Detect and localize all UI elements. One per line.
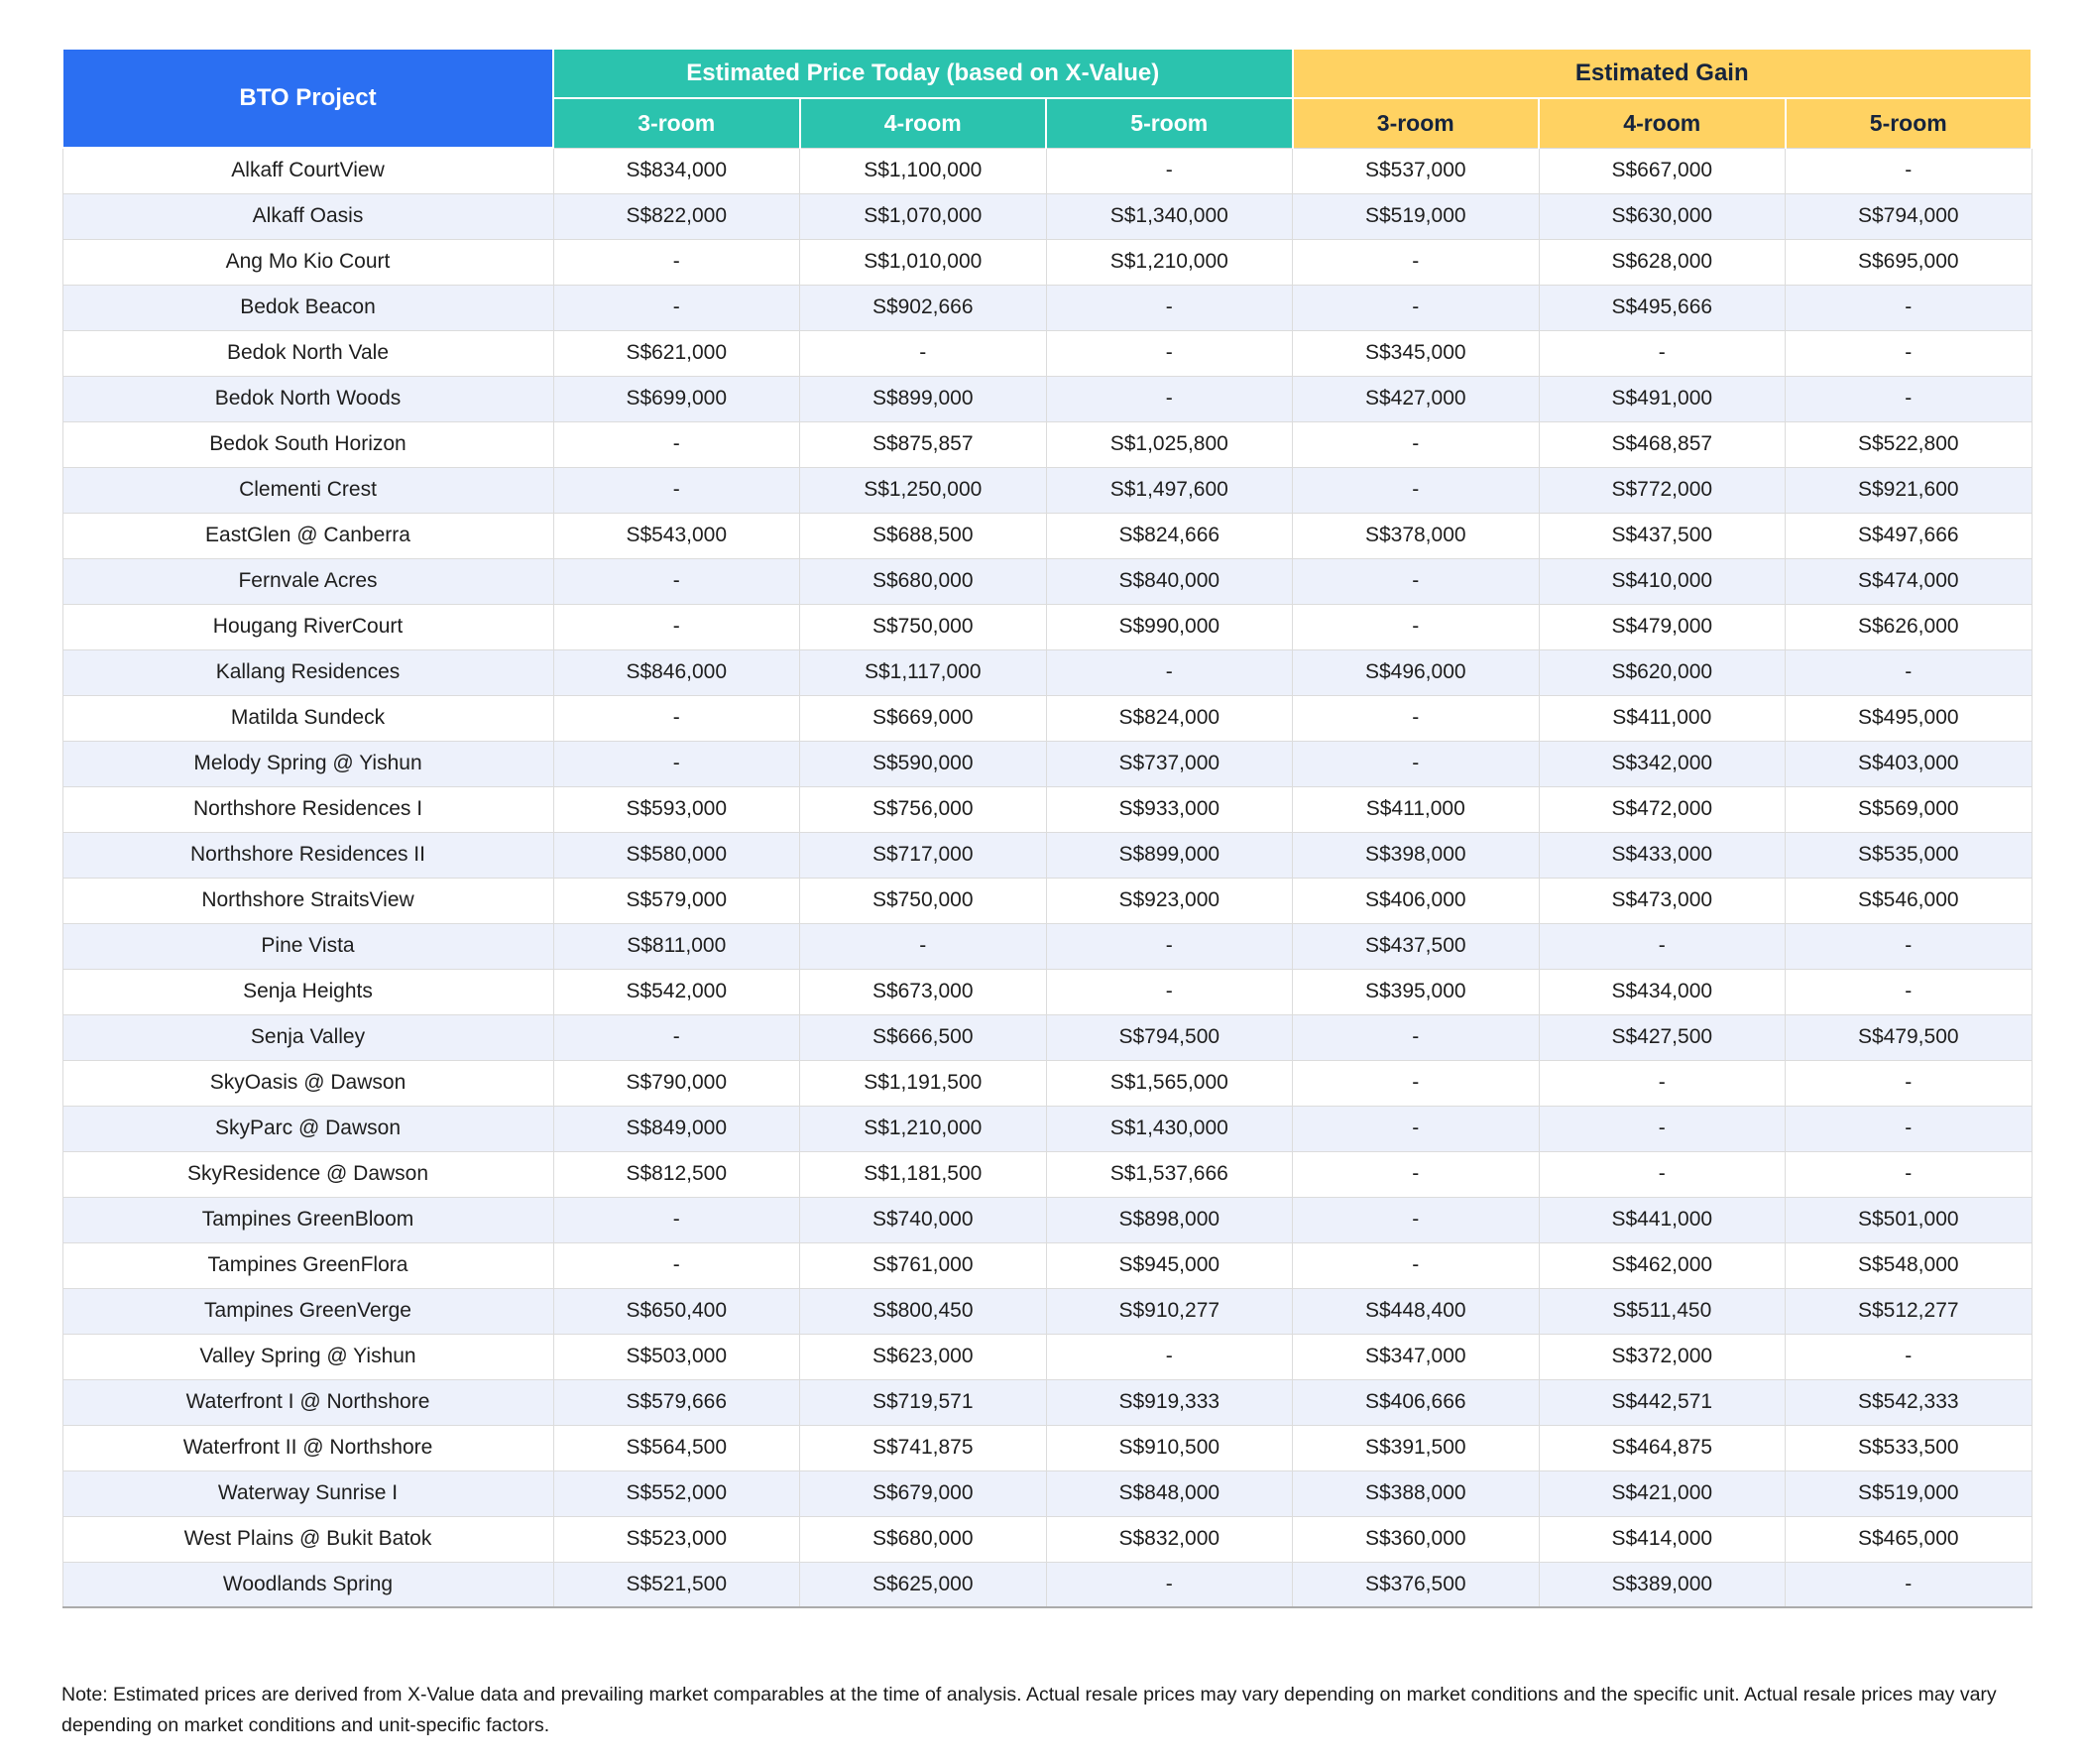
table-row: [62, 923, 2032, 969]
gain-cell: -: [1786, 285, 2033, 330]
gain-cell: S$468,857: [1539, 421, 1786, 467]
gain-cell: -: [1786, 1334, 2033, 1379]
price-cell: S$849,000: [553, 1106, 800, 1151]
gain-cell: S$496,000: [1293, 649, 1540, 695]
col-header-price-3room: 3-room: [553, 98, 800, 148]
table-row: [62, 1014, 2032, 1060]
project-cell: Bedok South Horizon: [62, 421, 553, 467]
gain-cell: -: [1786, 649, 2033, 695]
table-row: [62, 649, 2032, 695]
project-cell: Tampines GreenBloom: [62, 1197, 553, 1242]
gain-cell: S$473,000: [1539, 878, 1786, 923]
table-row: [62, 1562, 2032, 1607]
gain-cell: S$442,571: [1539, 1379, 1786, 1425]
project-cell: Bedok North Woods: [62, 376, 553, 421]
gain-cell: -: [1786, 148, 2033, 193]
table-row: [62, 193, 2032, 239]
price-cell: S$1,025,800: [1046, 421, 1293, 467]
table-row: [62, 148, 2032, 193]
price-cell: -: [553, 1014, 800, 1060]
price-cell: -: [553, 1197, 800, 1242]
table-row: [62, 832, 2032, 878]
price-cell: S$699,000: [553, 376, 800, 421]
gain-cell: S$519,000: [1293, 193, 1540, 239]
price-cell: S$593,000: [553, 786, 800, 832]
gain-cell: -: [1293, 1014, 1540, 1060]
project-cell: Northshore Residences II: [62, 832, 553, 878]
gain-cell: S$569,000: [1786, 786, 2033, 832]
gain-cell: -: [1786, 1060, 2033, 1106]
project-cell: Waterfront II @ Northshore: [62, 1425, 553, 1470]
price-cell: S$899,000: [1046, 832, 1293, 878]
price-cell: S$740,000: [800, 1197, 1047, 1242]
gain-cell: S$403,000: [1786, 741, 2033, 786]
gain-cell: S$535,000: [1786, 832, 2033, 878]
table-row: [62, 604, 2032, 649]
gain-cell: S$347,000: [1293, 1334, 1540, 1379]
col-header-bto-project: BTO Project: [62, 49, 553, 148]
price-cell: -: [1046, 330, 1293, 376]
price-cell: S$1,497,600: [1046, 467, 1293, 513]
price-cell: S$688,500: [800, 513, 1047, 558]
price-cell: S$750,000: [800, 878, 1047, 923]
price-cell: S$1,565,000: [1046, 1060, 1293, 1106]
col-header-gain-4room: 4-room: [1539, 98, 1786, 148]
gain-cell: S$360,000: [1293, 1516, 1540, 1562]
gain-cell: S$772,000: [1539, 467, 1786, 513]
group-header-row: [62, 49, 2032, 98]
gain-cell: -: [1293, 558, 1540, 604]
price-cell: S$1,191,500: [800, 1060, 1047, 1106]
gain-cell: -: [1293, 741, 1540, 786]
gain-cell: S$437,500: [1293, 923, 1540, 969]
price-cell: S$1,340,000: [1046, 193, 1293, 239]
project-cell: Fernvale Acres: [62, 558, 553, 604]
price-cell: -: [1046, 376, 1293, 421]
price-cell: S$552,000: [553, 1470, 800, 1516]
project-cell: SkyResidence @ Dawson: [62, 1151, 553, 1197]
gain-cell: S$411,000: [1539, 695, 1786, 741]
gain-cell: -: [1539, 330, 1786, 376]
price-cell: S$623,000: [800, 1334, 1047, 1379]
gain-cell: -: [1539, 1060, 1786, 1106]
price-cell: S$832,000: [1046, 1516, 1293, 1562]
table-row: [62, 1379, 2032, 1425]
gain-cell: S$667,000: [1539, 148, 1786, 193]
price-cell: S$990,000: [1046, 604, 1293, 649]
gain-cell: -: [1293, 285, 1540, 330]
gain-cell: S$437,500: [1539, 513, 1786, 558]
gain-cell: S$398,000: [1293, 832, 1540, 878]
project-cell: West Plains @ Bukit Batok: [62, 1516, 553, 1562]
gain-cell: S$414,000: [1539, 1516, 1786, 1562]
gain-cell: S$495,000: [1786, 695, 2033, 741]
gain-cell: S$474,000: [1786, 558, 2033, 604]
gain-cell: -: [1786, 969, 2033, 1014]
project-cell: Kallang Residences: [62, 649, 553, 695]
gain-cell: -: [1539, 1106, 1786, 1151]
project-cell: Northshore Residences I: [62, 786, 553, 832]
project-cell: Tampines GreenFlora: [62, 1242, 553, 1288]
gain-cell: S$372,000: [1539, 1334, 1786, 1379]
project-cell: Pine Vista: [62, 923, 553, 969]
price-cell: -: [800, 923, 1047, 969]
project-cell: Waterway Sunrise I: [62, 1470, 553, 1516]
gain-cell: S$391,500: [1293, 1425, 1540, 1470]
table-row: [62, 878, 2032, 923]
price-cell: S$750,000: [800, 604, 1047, 649]
gain-cell: S$522,800: [1786, 421, 2033, 467]
gain-cell: S$695,000: [1786, 239, 2033, 285]
project-cell: Bedok North Vale: [62, 330, 553, 376]
gain-cell: S$406,666: [1293, 1379, 1540, 1425]
price-cell: S$1,070,000: [800, 193, 1047, 239]
price-cell: S$669,000: [800, 695, 1047, 741]
price-cell: S$523,000: [553, 1516, 800, 1562]
project-cell: Melody Spring @ Yishun: [62, 741, 553, 786]
price-cell: S$1,210,000: [1046, 239, 1293, 285]
gain-cell: S$342,000: [1539, 741, 1786, 786]
gain-cell: -: [1786, 923, 2033, 969]
gain-cell: S$433,000: [1539, 832, 1786, 878]
table-row: [62, 1425, 2032, 1470]
price-cell: S$1,181,500: [800, 1151, 1047, 1197]
price-cell: S$910,277: [1046, 1288, 1293, 1334]
table-row: [62, 558, 2032, 604]
gain-cell: S$630,000: [1539, 193, 1786, 239]
price-cell: S$840,000: [1046, 558, 1293, 604]
gain-cell: S$376,500: [1293, 1562, 1540, 1607]
gain-cell: S$345,000: [1293, 330, 1540, 376]
table-row: [62, 513, 2032, 558]
price-cell: S$580,000: [553, 832, 800, 878]
gain-cell: -: [1293, 1242, 1540, 1288]
gain-cell: S$626,000: [1786, 604, 2033, 649]
table-row: [62, 330, 2032, 376]
gain-cell: S$427,000: [1293, 376, 1540, 421]
col-header-gain-3room: 3-room: [1293, 98, 1540, 148]
project-cell: Bedok Beacon: [62, 285, 553, 330]
price-cell: S$822,000: [553, 193, 800, 239]
gain-cell: -: [1293, 239, 1540, 285]
gain-cell: -: [1539, 1151, 1786, 1197]
gain-cell: S$441,000: [1539, 1197, 1786, 1242]
table-row: [62, 1242, 2032, 1288]
gain-cell: S$421,000: [1539, 1470, 1786, 1516]
project-cell: Alkaff CourtView: [62, 148, 553, 193]
price-cell: S$1,117,000: [800, 649, 1047, 695]
table-row: [62, 1288, 2032, 1334]
price-cell: S$919,333: [1046, 1379, 1293, 1425]
gain-cell: S$501,000: [1786, 1197, 2033, 1242]
table-header: [62, 49, 2032, 148]
price-cell: S$741,875: [800, 1425, 1047, 1470]
project-cell: Waterfront I @ Northshore: [62, 1379, 553, 1425]
price-cell: S$756,000: [800, 786, 1047, 832]
price-cell: S$673,000: [800, 969, 1047, 1014]
price-cell: S$898,000: [1046, 1197, 1293, 1242]
table-body: [62, 148, 2032, 1607]
price-cell: S$1,210,000: [800, 1106, 1047, 1151]
price-cell: S$824,666: [1046, 513, 1293, 558]
gain-cell: -: [1539, 923, 1786, 969]
gain-cell: S$497,666: [1786, 513, 2033, 558]
price-cell: -: [1046, 148, 1293, 193]
gain-cell: -: [1293, 695, 1540, 741]
price-cell: S$521,500: [553, 1562, 800, 1607]
project-cell: Hougang RiverCourt: [62, 604, 553, 649]
price-cell: S$923,000: [1046, 878, 1293, 923]
price-cell: S$834,000: [553, 148, 800, 193]
price-cell: S$910,500: [1046, 1425, 1293, 1470]
project-cell: Woodlands Spring: [62, 1562, 553, 1607]
gain-cell: S$410,000: [1539, 558, 1786, 604]
price-cell: -: [553, 421, 800, 467]
price-cell: S$824,000: [1046, 695, 1293, 741]
price-cell: -: [1046, 649, 1293, 695]
gain-cell: S$620,000: [1539, 649, 1786, 695]
gain-cell: S$411,000: [1293, 786, 1540, 832]
gain-cell: S$388,000: [1293, 1470, 1540, 1516]
table-row: [62, 1516, 2032, 1562]
price-cell: S$543,000: [553, 513, 800, 558]
gain-cell: -: [1293, 1060, 1540, 1106]
price-cell: -: [553, 741, 800, 786]
gain-cell: S$434,000: [1539, 969, 1786, 1014]
price-cell: S$811,000: [553, 923, 800, 969]
price-cell: S$800,450: [800, 1288, 1047, 1334]
footnote: Note: Estimated prices are derived from X-Value data and prevailing market comparables at the time of analysis. Actual resale prices may vary depending on market conditions and the specific unit. Actual resale prices may vary depending on market conditions and unit-specific factors.: [61, 1684, 1997, 1737]
price-cell: S$579,000: [553, 878, 800, 923]
gain-cell: S$495,666: [1539, 285, 1786, 330]
gain-cell: S$465,000: [1786, 1516, 2033, 1562]
price-cell: S$902,666: [800, 285, 1047, 330]
price-cell: S$1,010,000: [800, 239, 1047, 285]
price-cell: S$875,857: [800, 421, 1047, 467]
price-cell: S$717,000: [800, 832, 1047, 878]
price-cell: -: [553, 239, 800, 285]
price-cell: -: [553, 695, 800, 741]
price-cell: S$1,430,000: [1046, 1106, 1293, 1151]
price-cell: S$899,000: [800, 376, 1047, 421]
table-row: [62, 1106, 2032, 1151]
gain-cell: S$472,000: [1539, 786, 1786, 832]
gain-cell: S$512,277: [1786, 1288, 2033, 1334]
table-row: [62, 969, 2032, 1014]
project-cell: Alkaff Oasis: [62, 193, 553, 239]
gain-cell: -: [1786, 330, 2033, 376]
col-header-price-4room: 4-room: [800, 98, 1047, 148]
gain-cell: S$548,000: [1786, 1242, 2033, 1288]
table-row: [62, 695, 2032, 741]
gain-cell: -: [1786, 1562, 2033, 1607]
price-cell: S$846,000: [553, 649, 800, 695]
gain-cell: S$491,000: [1539, 376, 1786, 421]
price-cell: -: [1046, 1562, 1293, 1607]
project-cell: Senja Heights: [62, 969, 553, 1014]
table-row: [62, 1060, 2032, 1106]
gain-cell: -: [1293, 467, 1540, 513]
price-cell: S$680,000: [800, 1516, 1047, 1562]
price-cell: S$794,500: [1046, 1014, 1293, 1060]
price-cell: -: [553, 285, 800, 330]
price-cell: S$625,000: [800, 1562, 1047, 1607]
col-header-gain-5room: 5-room: [1786, 98, 2033, 148]
project-cell: Senja Valley: [62, 1014, 553, 1060]
gain-cell: S$921,600: [1786, 467, 2033, 513]
price-cell: S$503,000: [553, 1334, 800, 1379]
table-row: [62, 1197, 2032, 1242]
price-cell: S$579,666: [553, 1379, 800, 1425]
price-cell: S$812,500: [553, 1151, 800, 1197]
price-cell: S$621,000: [553, 330, 800, 376]
table-row: [62, 285, 2032, 330]
table-row: [62, 1470, 2032, 1516]
price-cell: S$790,000: [553, 1060, 800, 1106]
project-cell: SkyOasis @ Dawson: [62, 1060, 553, 1106]
gain-cell: -: [1293, 421, 1540, 467]
table-row: [62, 741, 2032, 786]
bto-price-table: [61, 48, 2033, 1608]
price-cell: S$761,000: [800, 1242, 1047, 1288]
price-cell: S$1,250,000: [800, 467, 1047, 513]
gain-cell: S$479,000: [1539, 604, 1786, 649]
price-cell: -: [1046, 969, 1293, 1014]
col-header-price-5room: 5-room: [1046, 98, 1293, 148]
price-cell: S$737,000: [1046, 741, 1293, 786]
gain-cell: S$537,000: [1293, 148, 1540, 193]
gain-cell: S$794,000: [1786, 193, 2033, 239]
price-cell: -: [1046, 285, 1293, 330]
price-cell: S$719,571: [800, 1379, 1047, 1425]
gain-cell: S$395,000: [1293, 969, 1540, 1014]
gain-cell: -: [1293, 1197, 1540, 1242]
gain-cell: S$542,333: [1786, 1379, 2033, 1425]
table-row: [62, 239, 2032, 285]
price-cell: -: [553, 604, 800, 649]
price-cell: -: [1046, 1334, 1293, 1379]
gain-cell: S$628,000: [1539, 239, 1786, 285]
project-cell: EastGlen @ Canberra: [62, 513, 553, 558]
gain-cell: S$462,000: [1539, 1242, 1786, 1288]
col-group-header-estimated-gain: Estimated Gain: [1293, 49, 2033, 98]
gain-cell: S$464,875: [1539, 1425, 1786, 1470]
price-cell: S$666,500: [800, 1014, 1047, 1060]
gain-cell: -: [1786, 1106, 2033, 1151]
table-row: [62, 1334, 2032, 1379]
price-cell: S$933,000: [1046, 786, 1293, 832]
price-cell: -: [553, 1242, 800, 1288]
gain-cell: S$427,500: [1539, 1014, 1786, 1060]
price-cell: -: [553, 467, 800, 513]
price-cell: -: [1046, 923, 1293, 969]
price-cell: S$564,500: [553, 1425, 800, 1470]
gain-cell: -: [1293, 1151, 1540, 1197]
project-cell: Matilda Sundeck: [62, 695, 553, 741]
price-cell: S$848,000: [1046, 1470, 1293, 1516]
gain-cell: S$389,000: [1539, 1562, 1786, 1607]
gain-cell: S$448,400: [1293, 1288, 1540, 1334]
price-cell: S$650,400: [553, 1288, 800, 1334]
price-cell: S$542,000: [553, 969, 800, 1014]
table-row: [62, 421, 2032, 467]
gain-cell: S$511,450: [1539, 1288, 1786, 1334]
project-cell: Tampines GreenVerge: [62, 1288, 553, 1334]
table-row: [62, 786, 2032, 832]
gain-cell: -: [1786, 376, 2033, 421]
project-cell: Northshore StraitsView: [62, 878, 553, 923]
gain-cell: S$479,500: [1786, 1014, 2033, 1060]
price-cell: S$679,000: [800, 1470, 1047, 1516]
gain-cell: -: [1293, 1106, 1540, 1151]
price-cell: S$590,000: [800, 741, 1047, 786]
gain-cell: S$533,500: [1786, 1425, 2033, 1470]
price-cell: -: [553, 558, 800, 604]
gain-cell: -: [1786, 1151, 2033, 1197]
project-cell: Valley Spring @ Yishun: [62, 1334, 553, 1379]
project-cell: SkyParc @ Dawson: [62, 1106, 553, 1151]
price-cell: -: [800, 330, 1047, 376]
gain-cell: S$519,000: [1786, 1470, 2033, 1516]
price-cell: S$1,537,666: [1046, 1151, 1293, 1197]
gain-cell: S$546,000: [1786, 878, 2033, 923]
col-group-header-estimated-price: Estimated Price Today (based on X-Value): [553, 49, 1293, 98]
gain-cell: -: [1293, 604, 1540, 649]
project-cell: Clementi Crest: [62, 467, 553, 513]
price-cell: S$945,000: [1046, 1242, 1293, 1288]
gain-cell: S$378,000: [1293, 513, 1540, 558]
table-row: [62, 1151, 2032, 1197]
table-row: [62, 467, 2032, 513]
gain-cell: S$406,000: [1293, 878, 1540, 923]
price-cell: S$1,100,000: [800, 148, 1047, 193]
project-cell: Ang Mo Kio Court: [62, 239, 553, 285]
price-cell: S$680,000: [800, 558, 1047, 604]
table-row: [62, 376, 2032, 421]
